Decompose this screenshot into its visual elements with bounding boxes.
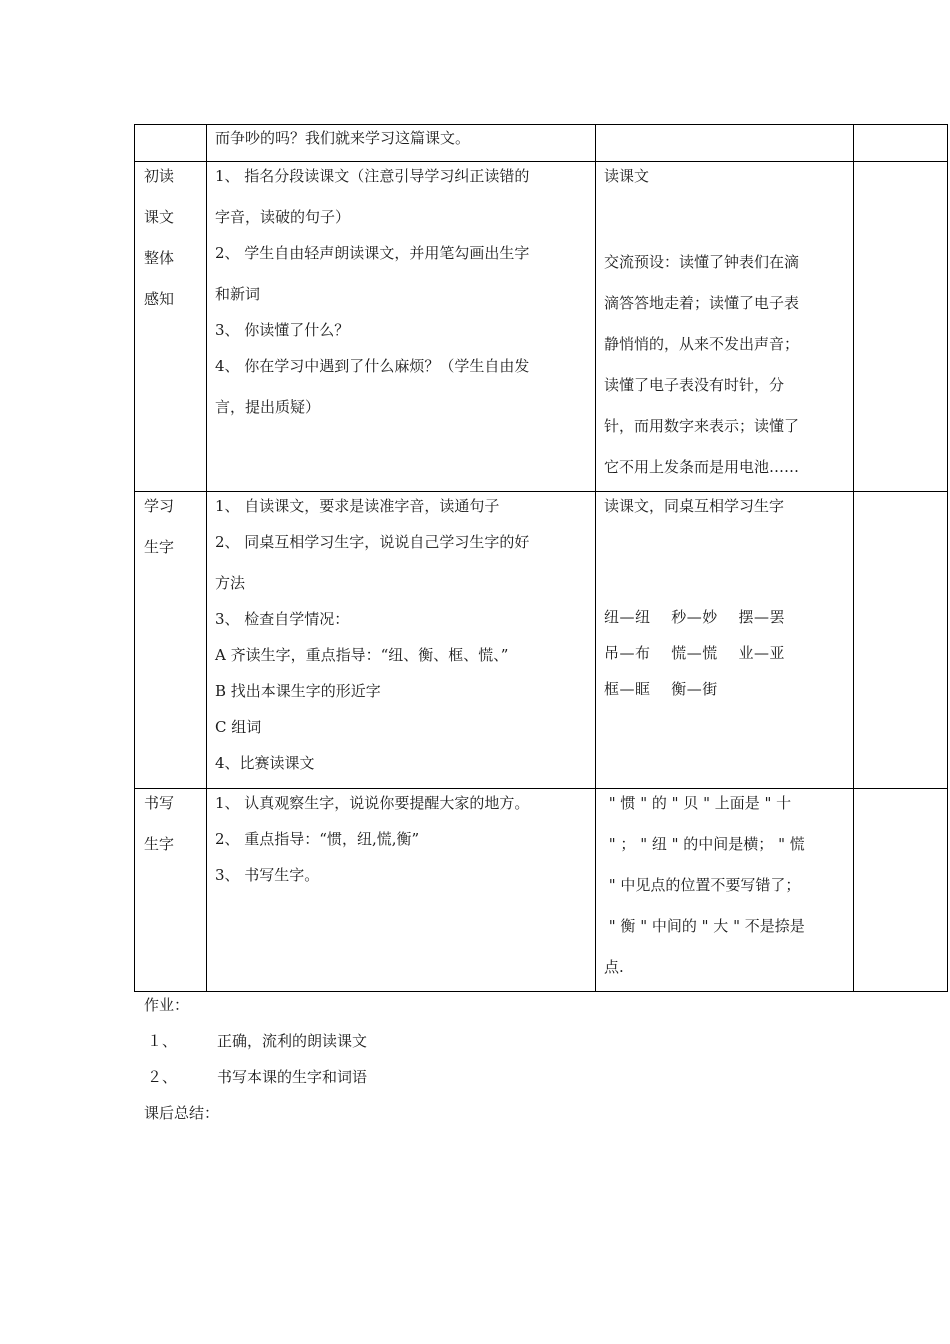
row1-teacher-cell [215, 166, 529, 438]
student-line: 读课文 [604, 167, 650, 185]
teacher-line: 2、 学生自由轻声朗读课文，并用笔勾画出生字 [215, 244, 530, 262]
student-line: " 衡 " 中间的 " 大 " 不是捺是 [604, 917, 805, 935]
student-line: 点. [604, 958, 624, 976]
teacher-line: B 找出本课生字的形近字 [215, 682, 381, 700]
stage-label: 生字 [144, 835, 175, 853]
row0-teacher-line: 而争吵的吗？我们就来学习这篇课文。 [215, 129, 471, 147]
stage-label: 课文 [144, 208, 175, 226]
summary-title: 课后总结： [144, 1104, 220, 1122]
teacher-line: 2、 同桌互相学习生字，说说自己学习生字的好 [215, 533, 530, 551]
stage-label: 生字 [144, 538, 175, 556]
row3-teacher-cell [215, 793, 529, 901]
teacher-line: 1、 自读课文，要求是读准字音，读通句子 [215, 497, 500, 515]
student-line: 读懂了电子表没有时针，分 [604, 376, 785, 394]
teacher-line: 和新词 [215, 285, 261, 303]
table-border-top [134, 124, 948, 125]
student-line: " ； " 纽 " 的中间是横； " 慌 [604, 835, 805, 853]
homework-item-text: 正确，流利的朗读课文 [217, 1032, 368, 1050]
stage-label: 书写 [144, 794, 175, 812]
homework-item-number: １、 [147, 1032, 178, 1050]
table-border-bottom [134, 991, 948, 992]
student-line: 交流预设：读懂了钟表们在滴 [604, 253, 800, 271]
teacher-line: C 组词 [215, 718, 262, 736]
row0-teacher-cell [215, 128, 470, 169]
teacher-line: 2、 重点指导：“惯，纽,慌,衡” [215, 830, 420, 848]
teacher-line: 4、 你在学习中遇到了什么麻烦？（学生自由发 [215, 357, 530, 375]
student-line: 针，而用数字来表示；读懂了 [604, 417, 800, 435]
teacher-line: A 齐读生字，重点指导：“纽、衡、框、慌、” [215, 646, 509, 664]
row-separator-2 [134, 491, 948, 492]
row1-stage-cell [144, 166, 174, 330]
row3-student-cell [604, 793, 805, 998]
stage-label: 学习 [144, 497, 175, 515]
row1-student-top [604, 166, 649, 207]
row2-stage-cell [144, 496, 174, 578]
student-line: 读课文，同桌互相学习生字 [604, 497, 785, 515]
homework-item [144, 1031, 367, 1051]
table-divider-1 [206, 124, 207, 992]
similar-chars-line: 纽—纽 秒—妙 摆—罢 [604, 608, 786, 626]
similar-chars-line: 框—眶 衡—街 [604, 680, 718, 698]
teacher-line: 3、 你读懂了什么？ [215, 321, 350, 339]
table-divider-3 [853, 124, 854, 992]
row2-teacher-cell [215, 496, 529, 794]
teacher-line: 1、 认真观察生字，说说你要提醒大家的地方。 [215, 794, 530, 812]
student-line: " 惯 " 的 " 贝 " 上面是 " 十 [604, 794, 792, 812]
teacher-line: 3、 检查自学情况： [215, 610, 350, 628]
teacher-line: 4、比赛读课文 [215, 754, 315, 772]
student-line: 静悄悄的，从来不发出声音； [604, 335, 800, 353]
stage-label: 初读 [144, 167, 175, 185]
teacher-line: 言，提出质疑） [215, 398, 321, 416]
row1-student-cell [604, 252, 799, 498]
homework-title: 作业： [144, 996, 190, 1014]
teacher-line: 字音，读破的句子） [215, 208, 351, 226]
row2-student-top [604, 496, 784, 537]
table-border-left [134, 124, 135, 992]
teacher-line: 方法 [215, 574, 246, 592]
similar-chars-line: 吊—布 慌—慌 业—亚 [604, 644, 786, 662]
teacher-line: 3、 书写生字。 [215, 866, 320, 884]
student-line: 它不用上发条而是用电池…… [604, 458, 800, 476]
homework-item-text: 书写本课的生字和词语 [217, 1068, 368, 1086]
stage-label: 整体 [144, 249, 175, 267]
table-border-right [947, 124, 948, 992]
student-line: " 中见点的位置不要写错了； [604, 876, 801, 894]
student-line: 滴答答地走着；读懂了电子表 [604, 294, 800, 312]
homework-item-number: ２、 [147, 1068, 178, 1086]
homework-item [144, 1067, 367, 1087]
row3-stage-cell [144, 793, 174, 875]
teacher-line: 1、 指名分段读课文（注意引导学习纠正读错的 [215, 167, 530, 185]
stage-label: 感知 [144, 290, 175, 308]
table-divider-2 [595, 124, 596, 992]
row2-student-cell [604, 607, 785, 715]
